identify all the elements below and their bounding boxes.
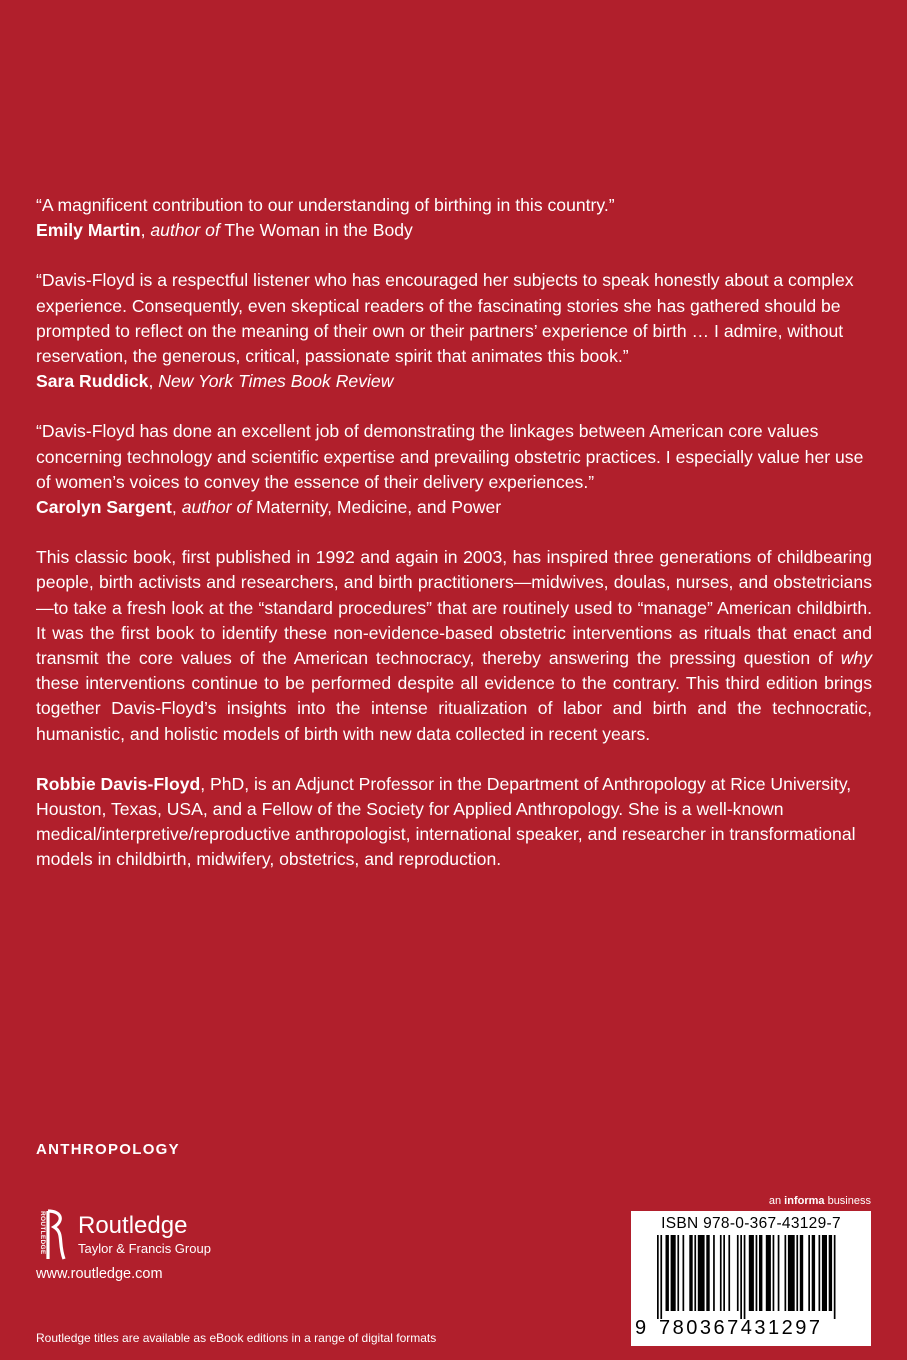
subject-category: ANTHROPOLOGY: [36, 1141, 180, 1158]
barcode-bar: [788, 1235, 795, 1311]
praise-quote-1: [36, 193, 872, 243]
publisher-name: Routledge: [78, 1212, 188, 1239]
barcode-bar: [829, 1235, 832, 1311]
barcode-bar: [744, 1235, 746, 1319]
attribution-role: author of: [150, 220, 220, 241]
attribution-work: Maternity, Medicine, and Power: [251, 497, 502, 518]
barcode-bar: [723, 1235, 725, 1311]
barcode-bar: [683, 1235, 685, 1311]
barcode-bar: [766, 1235, 771, 1311]
informa-tagline: an informa business: [768, 1195, 871, 1207]
barcode-bar: [694, 1235, 696, 1311]
quote-text: “A magnificent contribution to our understanding of birthing in this country.”: [36, 195, 615, 215]
barcode-bar: [756, 1235, 758, 1311]
barcode-bar: [808, 1235, 810, 1311]
praise-quote-3: [36, 419, 872, 520]
barcode-bar: [689, 1235, 692, 1311]
barcode-bar: [800, 1235, 803, 1311]
praise-quote-2: [36, 268, 872, 394]
quote-text: “Davis-Floyd has done an excellent job of demonstrating the linkages between American core values concerning technology and scientific expertise and prevailing obstetric practices. I especially value her use of women’s voices to convey the essence of their delivery experiences.”: [36, 421, 864, 492]
isbn-label: ISBN 978-0-367-43129-7: [661, 1215, 841, 1232]
barcode-bar: [698, 1235, 705, 1311]
attribution-author: Emily Martin: [36, 220, 141, 241]
barcode-bar: [773, 1235, 775, 1311]
barcode-bar: [759, 1235, 762, 1311]
attribution-author: Carolyn Sargent: [36, 497, 172, 518]
barcode-bar: [706, 1235, 709, 1311]
description-emphasis: why: [840, 648, 872, 669]
barcode-bar: [778, 1235, 780, 1311]
publisher-url[interactable]: www.routledge.com: [36, 1266, 163, 1282]
cover-text: [36, 193, 872, 898]
barcode-bar: [749, 1235, 754, 1311]
barcode-bar: [666, 1235, 669, 1311]
barcode-bar: [660, 1235, 662, 1319]
barcode-bar: [822, 1235, 827, 1311]
barcode-bar: [740, 1235, 742, 1319]
barcode-digits: 780367431297: [659, 1317, 823, 1339]
barcode-bar: [737, 1235, 739, 1311]
quote-text: “Davis-Floyd is a respectful listener who has encouraged her subjects to speak honestly about a complex experience. Consequently, even skeptical readers of the fascinating stories she has gathered should be prompted to reflect on the meaning of their own or their partners’ experience of birth … I admire, without reservation, the generous, critical, passionate spirit that animates this book.”: [36, 270, 854, 367]
barcode-bar: [819, 1235, 821, 1311]
book-description: This classic book, first published in 1992 and again in 2003, has inspired three generations of childbearing people, birth activists and researchers, and birth practitioners—midwives, doulas, nurses, and obstetricians—to take a fresh look at the “standard procedures” that are routinely used to “manage” American childbirth. It was the first book to identify these non-evidence-based obstetric interventions as rituals that enact and transmit the core values of the American technocracy, thereby answering the pressing question of why these interventions continue to be performed despite all evidence to the contrary. This third edition brings together Davis-Floyd’s insights into the intense ritualization of labor and birth and the technocratic, humanistic, and holistic models of birth with new data collected in recent years.: [36, 547, 872, 744]
barcode-bar: [796, 1235, 798, 1311]
bio-author-name: Robbie Davis-Floyd: [36, 773, 201, 794]
publisher-logo: [36, 1209, 236, 1261]
barcode-bar: [720, 1235, 722, 1311]
isbn-barcode: [631, 1211, 871, 1346]
barcode-bar: [785, 1235, 787, 1311]
publisher-group: Taylor & Francis Group: [78, 1241, 211, 1256]
author-bio: [36, 772, 872, 873]
barcode-bars: [635, 1235, 867, 1319]
barcode-bar: [671, 1235, 676, 1311]
quote-attribution: Carolyn Sargent, author of Maternity, Medicine, and Power: [36, 497, 502, 518]
ebook-note: Routledge titles are available as eBook editions in a range of digital formats: [36, 1331, 437, 1345]
barcode-bar: [713, 1235, 715, 1311]
attribution-role: author of: [181, 497, 252, 518]
barcode-bar: [677, 1235, 679, 1311]
barcode-bar: [657, 1235, 659, 1319]
barcode-bar: [834, 1235, 836, 1319]
attribution-author: Sara Ruddick: [36, 371, 149, 392]
quote-attribution: Sara Ruddick, New York Times Book Review: [36, 371, 394, 392]
bio-text: , PhD, is an Adjunct Professor in the Department of Anthropology at Rice University, Houston, Texas, USA, and a Fellow of the Society for Applied Anthropology. She is a well-known medical/interpretive/reproductive anthropologist, international speaker, and researcher in transformational models in childbirth, midwifery, obstetrics, and reproduction.: [36, 773, 856, 870]
attribution-work: New York Times Book Review: [158, 371, 394, 392]
barcode-bar: [728, 1235, 730, 1311]
logo-vertical-text: ROUTLEDGE: [39, 1211, 46, 1255]
attribution-work: The Woman in the Body: [219, 220, 413, 241]
quote-attribution: Emily Martin, author of The Woman in the Body: [36, 220, 413, 241]
barcode-lead-digit: 9: [635, 1317, 647, 1339]
barcode-bar: [812, 1235, 815, 1311]
